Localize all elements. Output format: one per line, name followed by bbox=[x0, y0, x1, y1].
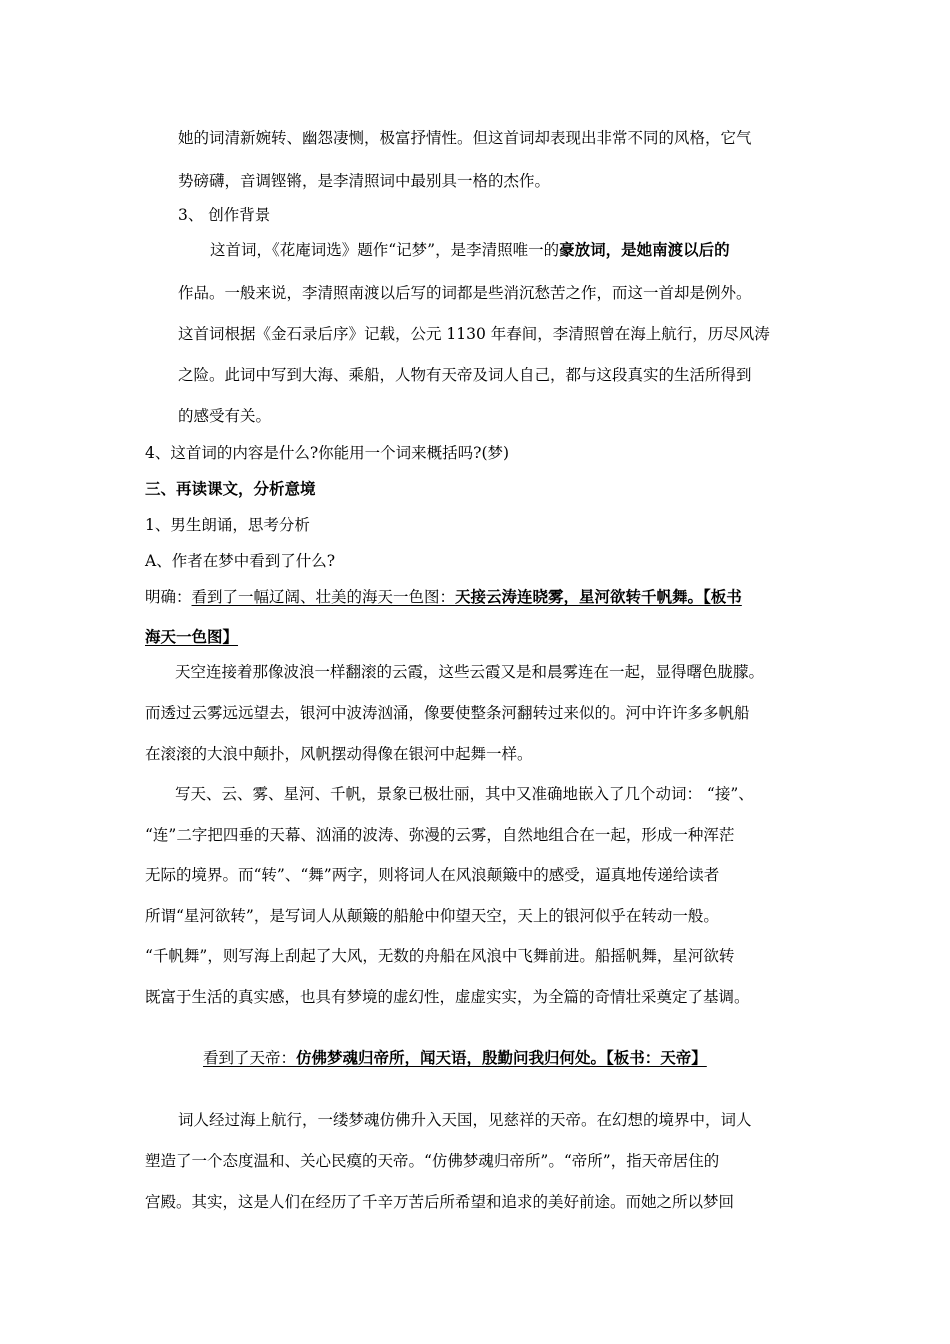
emphasized-text: 豪放词 bbox=[559, 240, 606, 259]
paragraph-line: 而透过云雾远远望去，银河中波涛汹涌，像要使整条河翻转过来似的。河中许许多多帆船 bbox=[145, 704, 750, 722]
paragraph-line: 这首词根据《金石录后序》记载，公元 1130 年春间，李清照曾在海上航行，历尽风涛 bbox=[178, 325, 770, 343]
board-note: 。【板书：天帝】 bbox=[590, 1048, 707, 1067]
paragraph-line: “连”二字把四垂的天幕、汹涌的波涛、弥漫的云雾，自然地组合在一起，形成一种浑茫 bbox=[145, 826, 735, 844]
paragraph-line: 天空连接着那像波浪一样翻滚的云霞，这些云霞又是和晨雾连在一起，显得曙色胧朦。 bbox=[175, 663, 765, 681]
paragraph-line: 塑造了一个态度温和、关心民瘼的天帝。“仿佛梦魂归帝所”。“帝所”，指天帝居住的 bbox=[145, 1152, 720, 1170]
board-note: 。【板书 bbox=[687, 587, 742, 606]
paragraph-line bbox=[210, 240, 730, 260]
quoted-verse: 天接云涛连晓雾，星河欲转千帆舞 bbox=[455, 587, 688, 606]
answer-line bbox=[203, 1048, 707, 1068]
quoted-verse: 仿佛梦魂归帝所，闻天语，殷勤问我归何处 bbox=[296, 1048, 591, 1067]
answer-label: 明确： bbox=[145, 588, 192, 606]
paragraph-line: “千帆舞”，则写海上刮起了大风，无数的舟船在风浪中飞舞前进。船摇帆舞，星河欲转 bbox=[145, 947, 735, 965]
paragraph-line: 势磅礴，音调铿锵，是李清照词中最别具一格的杰作。 bbox=[178, 172, 551, 190]
board-note-continuation: 海天一色图】 bbox=[145, 627, 239, 646]
paragraph-line: 的感受有关。 bbox=[178, 407, 272, 425]
text-segment: ，是她南渡以后的 bbox=[605, 240, 730, 259]
underlined-text: 看到了一幅辽阔、壮美的海天一色图： bbox=[191, 588, 456, 606]
answer-line bbox=[145, 587, 742, 607]
paragraph-line: 在滚滚的大浪中颠扑，风帆摆动得像在银河中起舞一样。 bbox=[145, 745, 533, 763]
paragraph-line: 无际的境界。而“转”、“舞”两字，则将词人在风浪颠簸中的感受，逼真地传递给读者 bbox=[145, 866, 720, 884]
underlined-text: 看到了天帝： bbox=[203, 1049, 297, 1067]
list-item: 1、男生朗诵，思考分析 bbox=[145, 516, 310, 534]
paragraph-line: 作品。一般来说，李清照南渡以后写的词都是些消沉愁苦之作，而这一首却是例外。 bbox=[178, 284, 752, 302]
paragraph-line: 词人经过海上航行，一缕梦魂仿佛升入天国，见慈祥的天帝。在幻想的境界中，词人 bbox=[178, 1111, 752, 1129]
section-title: 三、再读课文，分析意境 bbox=[145, 479, 316, 498]
paragraph-line: 宫殿。其实，这是人们在经历了千辛万苦后所希望和追求的美好前途。而她之所以梦回 bbox=[145, 1193, 735, 1211]
paragraph-line: 所谓“星河欲转”，是写词人从颠簸的船舱中仰望天空，天上的银河似乎在转动一般。 bbox=[145, 907, 719, 925]
question-line: A、作者在梦中看到了什么? bbox=[145, 552, 336, 570]
paragraph-line: 既富于生活的真实感，也具有梦境的虚幻性，虚虚实实，为全篇的奇情壮采奠定了基调。 bbox=[145, 988, 750, 1006]
paragraph-line: 写天、云、雾、星河、千帆，景象已极壮丽，其中又准确地嵌入了几个动词： “接”、 bbox=[175, 785, 754, 803]
question-line: 4、这首词的内容是什么?你能用一个词来概括吗?(梦) bbox=[145, 444, 510, 462]
paragraph-line: 之险。此词中写到大海、乘船，人物有天帝及词人自己，都与这段真实的生活所得到 bbox=[178, 366, 752, 384]
text-segment: 这首词，《花庵词选》题作“记梦”，是李清照唯一的 bbox=[210, 241, 560, 259]
paragraph-line: 她的词清新婉转、幽怨凄恻，极富抒情性。但这首词却表现出非常不同的风格，它气 bbox=[178, 129, 752, 147]
section-heading: 3、 创作背景 bbox=[178, 206, 271, 224]
